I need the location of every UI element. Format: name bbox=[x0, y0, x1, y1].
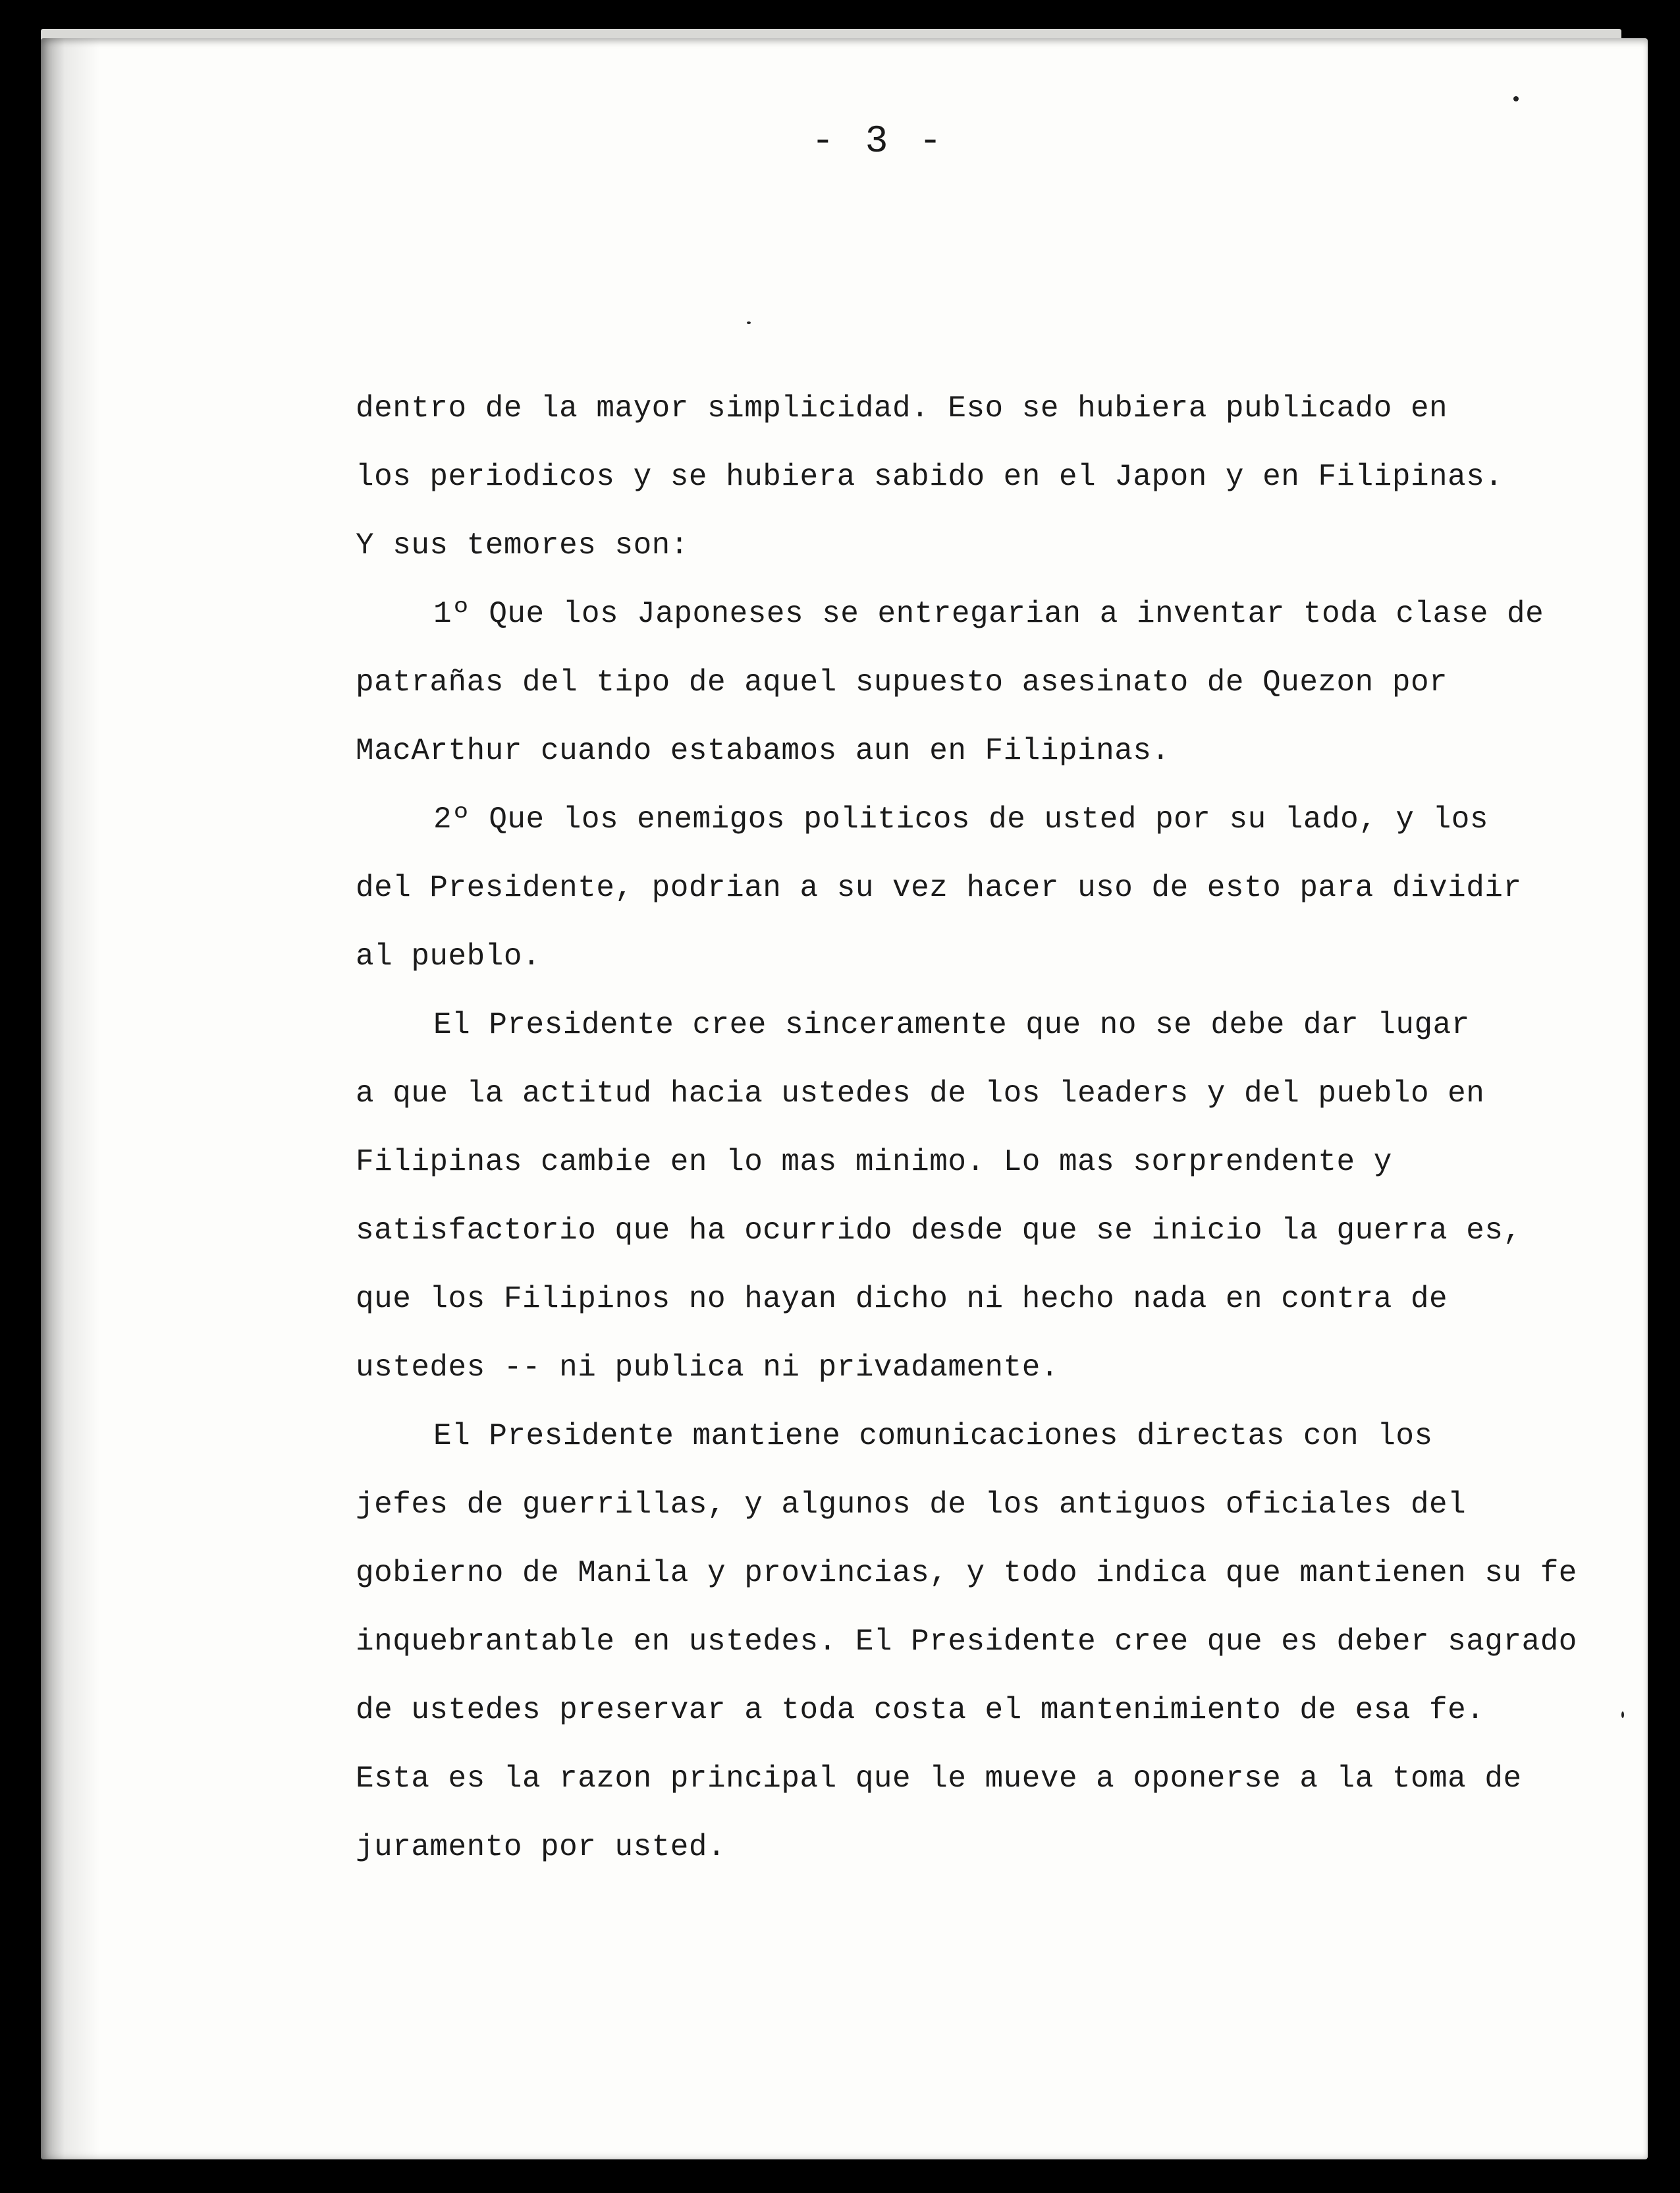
text-line: El Presidente cree sinceramente que no se debe dar lugar bbox=[433, 1008, 1470, 1042]
text-line: los periodicos y se hubiera sabido en el Japon y en Filipinas. bbox=[356, 460, 1504, 494]
ink-speck bbox=[1621, 1711, 1624, 1718]
text-line: gobierno de Manila y provincias, y todo indica que mantienen su fe bbox=[356, 1556, 1577, 1590]
text-line: que los Filipinos no hayan dicho ni hecho nada en contra de bbox=[356, 1282, 1448, 1316]
ink-speck bbox=[1513, 96, 1519, 101]
text-line: jefes de guerrillas, y algunos de los antiguos oficiales del bbox=[356, 1487, 1467, 1522]
text-line: al pueblo. bbox=[356, 939, 541, 974]
text-line: del Presidente, podrian a su vez hacer uso de esto para dividir bbox=[356, 871, 1522, 905]
text-line: El Presidente mantiene comunicaciones directas con los bbox=[433, 1419, 1433, 1453]
page-number: - 3 - bbox=[811, 121, 946, 163]
text-line: Y sus temores son: bbox=[356, 528, 689, 563]
text-line: 2º Que los enemigos politicos de usted por su lado, y los bbox=[433, 802, 1488, 837]
text-line: Esta es la razon principal que le mueve a oponerse a la toma de bbox=[356, 1762, 1522, 1796]
text-line: inquebrantable en ustedes. El Presidente cree que es deber sagrado bbox=[356, 1624, 1577, 1659]
text-line: patrañas del tipo de aquel supuesto asesinato de Quezon por bbox=[356, 665, 1448, 700]
text-line: juramento por usted. bbox=[356, 1830, 726, 1864]
text-line: Filipinas cambie en lo mas minimo. Lo mas sorprendente y bbox=[356, 1145, 1392, 1179]
text-line: dentro de la mayor simplicidad. Eso se hubiera publicado en bbox=[356, 391, 1448, 426]
text-line: a que la actitud hacia ustedes de los leaders y del pueblo en bbox=[356, 1076, 1485, 1111]
text-line: ustedes -- ni publica ni privadamente. bbox=[356, 1350, 1059, 1385]
text-line: MacArthur cuando estabamos aun en Filipinas. bbox=[356, 734, 1170, 768]
text-line: de ustedes preservar a toda costa el mantenimiento de esa fe. bbox=[356, 1693, 1485, 1727]
typewritten-page bbox=[41, 38, 1648, 2159]
text-line: 1º Que los Japoneses se entregarian a inventar toda clase de bbox=[433, 597, 1544, 631]
body-text bbox=[356, 374, 1581, 1881]
text-line: satisfactorio que ha ocurrido desde que se inicio la guerra es, bbox=[356, 1213, 1522, 1248]
ink-speck bbox=[747, 321, 751, 324]
page-shadow bbox=[41, 38, 100, 2159]
